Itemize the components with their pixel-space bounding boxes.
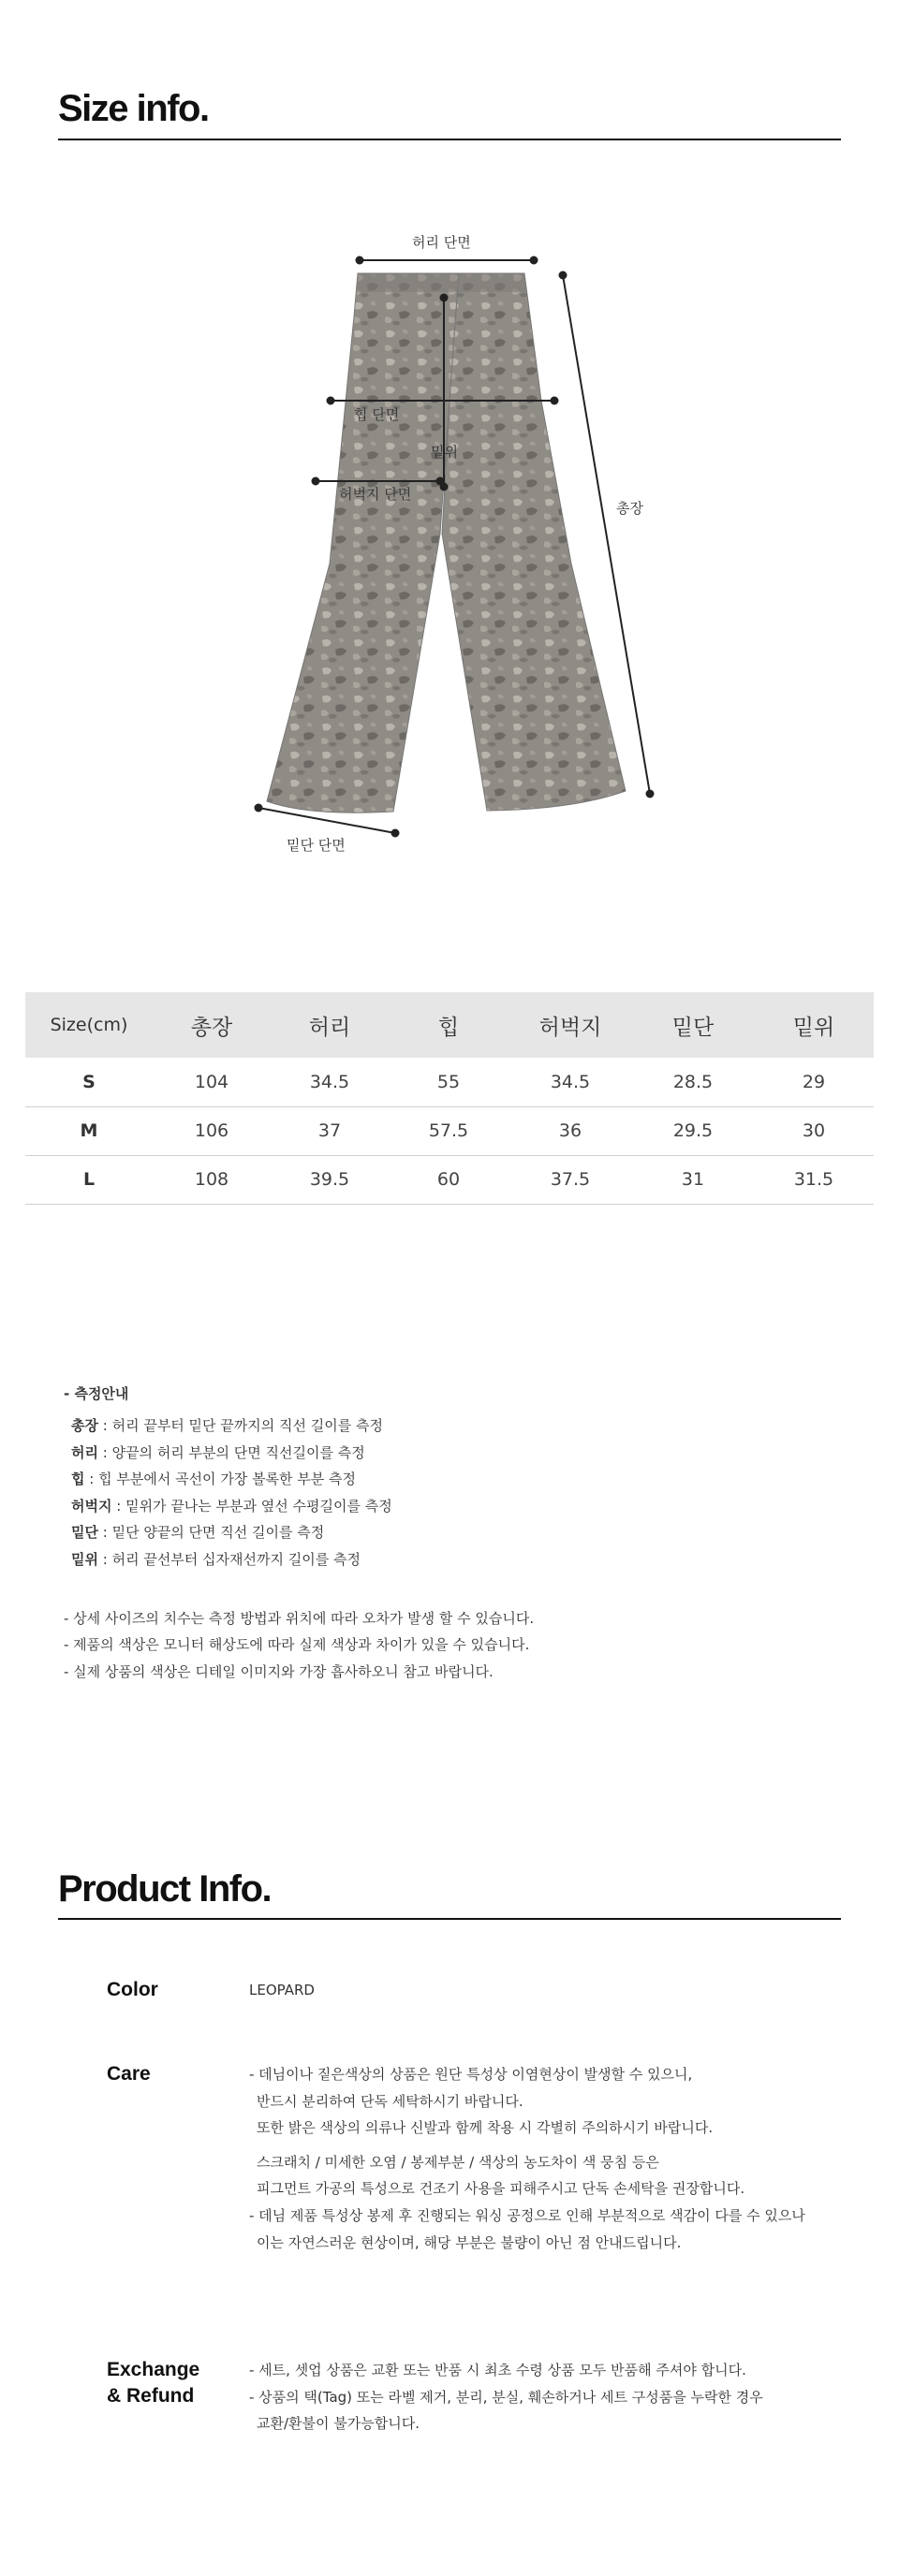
waistband — [356, 273, 526, 292]
value-cell: 106 — [194, 1120, 229, 1141]
value-cell: 29 — [802, 1071, 826, 1092]
header-waist: 허리 — [308, 1015, 351, 1040]
color-label: Color — [107, 1979, 158, 2000]
care-line: - 데님 제품 특성상 봉제 후 진행되는 워싱 공정으로 인해 부분적으로 색감이 다를 수 있으나 — [249, 2206, 805, 2224]
value-cell: 29.5 — [672, 1120, 714, 1141]
size-cell: M — [80, 1120, 98, 1141]
care-line: 반드시 분리하여 단독 세탁하시기 바랍니다. — [257, 2092, 523, 2110]
guide-term: 허벅지 — [71, 1497, 112, 1515]
care-line: 이는 자연스러운 현상이며, 해당 부분은 불량이 아닌 점 안내드립니다. — [257, 2233, 682, 2251]
header-thigh: 허벅지 — [538, 1015, 602, 1040]
size-info-divider — [58, 139, 841, 140]
guide-desc: : 밑위가 끝나는 부분과 옆선 수평길이를 측정 — [111, 1497, 392, 1515]
exchange-label-line2: & Refund — [107, 2385, 195, 2407]
label-thigh: 허벅지 단면 — [339, 486, 412, 503]
product-info-title: Product Info. — [58, 1868, 272, 1910]
exchange-line: - 세트, 셋업 상품은 교환 또는 반품 시 최초 수령 상품 모두 반품해 주셔야 합니다. — [249, 2362, 746, 2378]
measurement-guide — [64, 1383, 832, 1685]
care-text — [249, 2061, 820, 2256]
guide-item — [64, 1493, 832, 1520]
value-cell: 39.5 — [309, 1169, 350, 1190]
exchange-label — [107, 2357, 199, 2409]
header-length: 총장 — [190, 1015, 233, 1040]
guide-desc: : 양끝의 허리 부분의 단면 직선길이를 측정 — [97, 1443, 365, 1461]
size-cell: S — [82, 1071, 96, 1092]
left-leg — [267, 273, 459, 812]
pants-size-diagram — [0, 215, 899, 871]
pants-illustration — [267, 273, 626, 812]
guide-item — [64, 1519, 832, 1546]
guide-notes — [64, 1605, 832, 1686]
guide-note: - 제품의 색상은 모니터 해상도에 따라 실제 색상과 차이가 있을 수 있습니다. — [64, 1636, 530, 1654]
exchange-text — [249, 2357, 820, 2437]
guide-note: - 상세 사이즈의 치수는 측정 방법과 위치에 따라 오차가 발생 할 수 있습니다. — [64, 1609, 535, 1627]
guide-term: 총장 — [71, 1417, 98, 1434]
color-value: LEOPARD — [249, 1982, 315, 1998]
guide-term: 밑위 — [71, 1550, 98, 1568]
label-rise: 밑위 — [431, 444, 458, 461]
exchange-label-line1: Exchange — [107, 2359, 200, 2380]
care-line: - 데님이나 짙은색상의 상품은 원단 특성상 이염현상이 발생할 수 있으니, — [249, 2066, 693, 2083]
value-cell: 37.5 — [550, 1169, 591, 1190]
value-cell: 104 — [194, 1071, 229, 1092]
value-cell: 36 — [558, 1120, 582, 1141]
exchange-line: - 상품의 택(Tag) 또는 라벨 제거, 분리, 분실, 훼손하거나 세트 구성품을 누락한 경우 — [249, 2388, 763, 2406]
header-size: Size(cm) — [50, 1015, 128, 1035]
label-length: 총장 — [616, 500, 643, 517]
value-cell: 60 — [436, 1169, 461, 1190]
table-row — [25, 1058, 874, 1106]
size-info-title: Size info. — [58, 88, 209, 129]
guide-item — [64, 1412, 832, 1440]
guide-desc: : 힙 부분에서 곡선이 가장 볼록한 부분 측정 — [84, 1471, 357, 1488]
care-label: Care — [107, 2063, 151, 2085]
value-cell: 34.5 — [309, 1071, 350, 1092]
size-cell: L — [82, 1169, 96, 1190]
guide-term: 허리 — [71, 1443, 98, 1461]
care-line: 피그먼트 가공의 특성으로 건조기 사용을 피해주시고 단독 손세탁을 권장합니다. — [257, 2180, 745, 2198]
guide-item — [64, 1440, 832, 1467]
exchange-line: 교환/환불이 불가능합니다. — [257, 2415, 420, 2433]
value-cell: 31.5 — [793, 1169, 834, 1190]
guide-term: 밑단 — [71, 1524, 98, 1542]
value-cell: 108 — [194, 1169, 229, 1190]
color-value-box — [249, 1977, 820, 2004]
header-rise: 밑위 — [792, 1015, 835, 1040]
label-hem: 밑단 단면 — [287, 837, 346, 854]
care-line: 또한 밝은 색상의 의류나 신발과 함께 착용 시 각별히 주의하시기 바랍니다. — [257, 2119, 714, 2137]
header-hip: 힙 — [437, 1015, 460, 1040]
guide-desc: : 허리 끝선부터 십자재선까지 길이를 측정 — [97, 1550, 361, 1568]
value-cell: 34.5 — [550, 1071, 591, 1092]
value-cell: 57.5 — [428, 1120, 469, 1141]
guide-heading: - 측정안내 — [64, 1385, 129, 1402]
value-cell: 31 — [681, 1169, 705, 1190]
size-table — [25, 992, 874, 1205]
label-waist: 허리 단면 — [412, 234, 471, 251]
guide-item — [64, 1466, 832, 1493]
table-row — [25, 1155, 874, 1204]
value-cell: 55 — [436, 1071, 461, 1092]
header-hem: 밑단 — [671, 1015, 715, 1040]
guide-desc: : 밑단 양끝의 단면 직선 길이를 측정 — [97, 1524, 325, 1542]
product-info-divider — [58, 1918, 841, 1920]
care-line: 스크래치 / 미세한 오염 / 봉제부분 / 색상의 농도차이 색 뭉침 등은 — [257, 2153, 659, 2171]
label-hip: 힙 단면 — [354, 406, 400, 423]
table-row — [25, 1106, 874, 1155]
guide-desc: : 허리 끝부터 밑단 끝까지의 직선 길이를 측정 — [97, 1417, 384, 1434]
value-cell: 30 — [802, 1120, 826, 1141]
value-cell: 28.5 — [672, 1071, 714, 1092]
size-table-header-row — [25, 992, 874, 1058]
value-cell: 37 — [317, 1120, 342, 1141]
right-leg — [442, 273, 626, 811]
guide-note: - 실제 상품의 색상은 디테일 이미지와 가장 흡사하오니 참고 바랍니다. — [64, 1662, 494, 1680]
guide-term: 힙 — [71, 1471, 85, 1488]
guide-item — [64, 1546, 832, 1573]
